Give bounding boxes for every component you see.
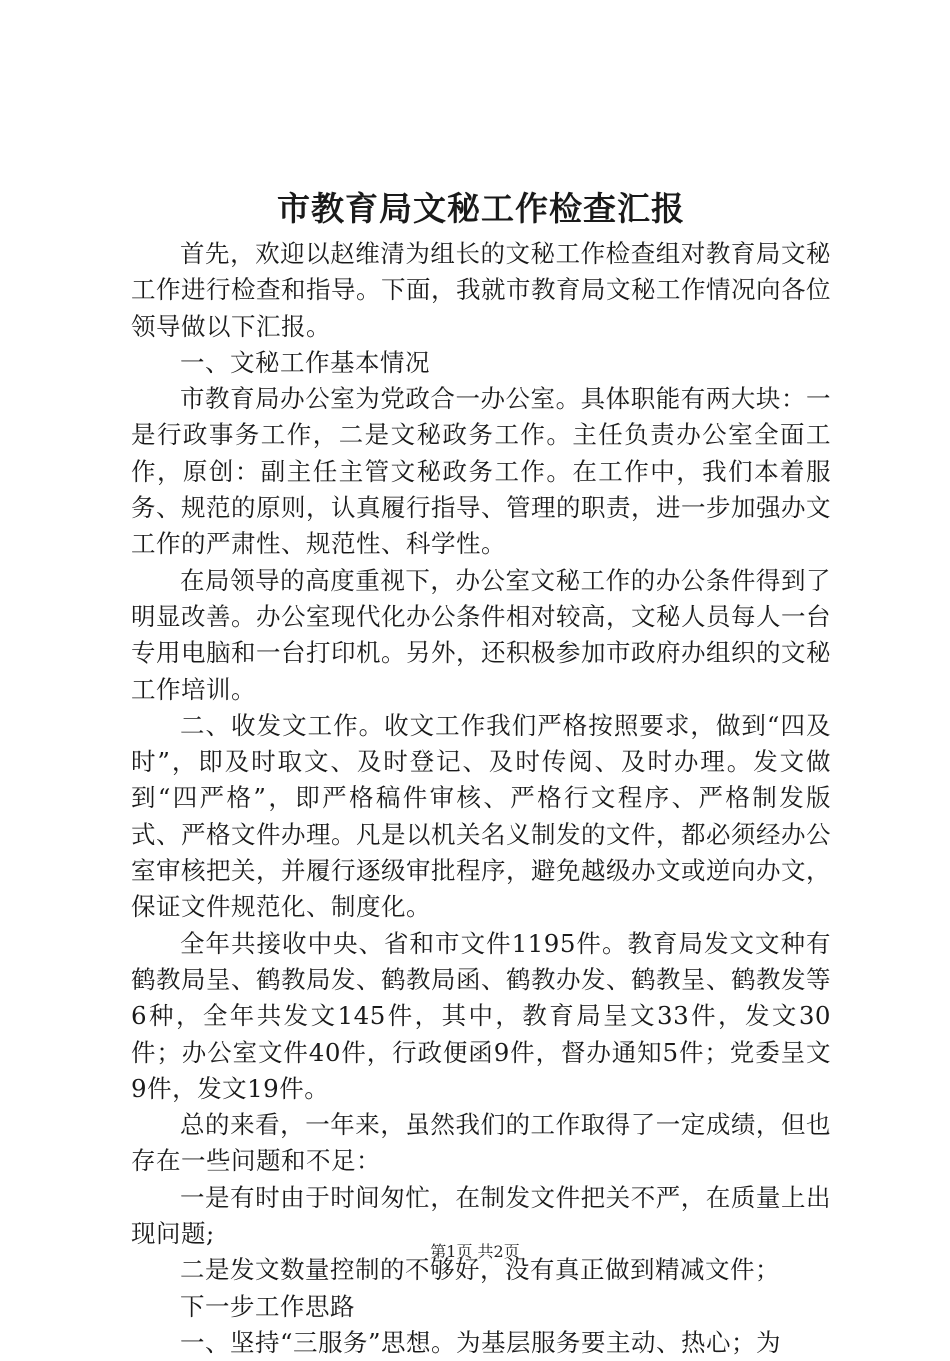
section-heading: 下一步工作思路 — [180, 1291, 355, 1321]
paragraph: 一、坚持“三服务”思想。为基层服务要主动、热心；为 — [180, 1327, 782, 1357]
paragraph: 二、收发文工作。收文工作我们严格按照要求，做到“四及时”，即及时取文、及时登记、及时传阅、及时办理。发文做到“四严格”，即严格稿件审核、严格行文程序、严格制发版式、严格文件办理。凡是以机关名义制发的文件，都必须经办公室审核把关，并履行逐级审批程序，避免越级办文或逆向办文，保证文件规范化、制度化。 — [131, 710, 831, 922]
paragraph: 一是有时由于时间匆忙，在制发文件把关不严，在质量上出现问题; — [131, 1182, 831, 1249]
paragraph: 全年共接收中央、省和市文件1195件。教育局发文文种有鹤教局呈、鹤教局发、鹤教局函、鹤教办发、鹤教呈、鹤教发等6种，全年共发文145件，其中，教育局呈文33件，发文30件；办公室文件40件，行政便函9件，督办通知5件；党委呈文9件，发文19件。 — [131, 928, 831, 1103]
paragraph: 总的来看，一年来，虽然我们的工作取得了一定成绩，但也存在一些问题和不足： — [131, 1110, 831, 1176]
section-heading: 一、文秘工作基本情况 — [180, 347, 430, 377]
document-page — [131, 186, 831, 1361]
paragraph: 二是发文数量控制的不够好，没有真正做到精减文件； — [180, 1255, 780, 1285]
document-title: 市教育局文秘工作检查汇报 — [277, 189, 685, 228]
paragraph: 首先，欢迎以赵维清为组长的文秘工作检查组对教育局文秘工作进行检查和指导。下面，我就市教育局文秘工作情况向各位领导做以下汇报。 — [131, 239, 831, 341]
paragraph: 在局领导的高度重视下，办公室文秘工作的办公条件得到了明显改善。办公室现代化办公条件相对较高，文秘人员每人一台专用电脑和一台打印机。另外，还积极参加市政府办组织的文秘工作培训。 — [131, 565, 831, 704]
page-footer: 第1页 共2页 — [430, 1242, 520, 1261]
paragraph: 市教育局办公室为党政合一办公室。具体职能有两大块：一是行政事务工作，二是文秘政务工作。主任负责办公室全面工作，原创：副主任主管文秘政务工作。在工作中，我们本着服务、规范的原则，认真履行指导、管理的职责，进一步加强办文工作的严肃性、规范性、科学性。 — [131, 384, 831, 559]
document-body — [131, 236, 831, 1361]
